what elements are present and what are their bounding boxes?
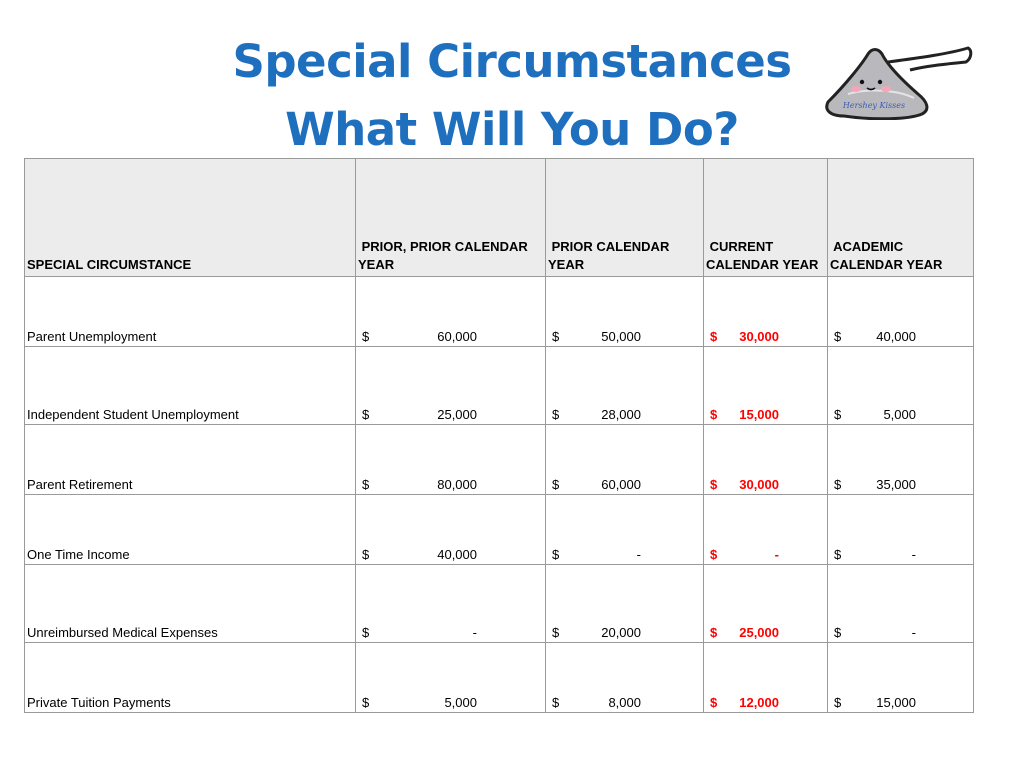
row-label: Private Tuition Payments <box>25 643 356 713</box>
table-row <box>25 643 974 713</box>
value-cell: $ - <box>828 565 974 643</box>
value-cell: $ - <box>356 565 546 643</box>
table-row <box>25 347 974 425</box>
header-special-circumstance: SPECIAL CIRCUMSTANCE <box>25 159 356 277</box>
value-cell: $ 50,000 <box>546 277 704 347</box>
logo-lettering: Hershey Kisses <box>842 101 906 110</box>
value-cell: $ 40,000 <box>828 277 974 347</box>
value-cell-current: $ - <box>704 495 828 565</box>
table-row <box>25 565 974 643</box>
value-cell: $ - <box>828 495 974 565</box>
value-cell-current: $ 30,000 <box>704 277 828 347</box>
row-label: Parent Retirement <box>25 425 356 495</box>
value-cell: $ 25,000 <box>356 347 546 425</box>
value-cell: $ 5,000 <box>356 643 546 713</box>
header-current-year: CURRENT CALENDAR YEAR <box>704 159 828 277</box>
value-cell-current: $ 15,000 <box>704 347 828 425</box>
table-row <box>25 425 974 495</box>
table-row <box>25 277 974 347</box>
row-label: Unreimbursed Medical Expenses <box>25 565 356 643</box>
value-cell: $ 8,000 <box>546 643 704 713</box>
value-cell: $ 40,000 <box>356 495 546 565</box>
value-cell-current: $ 25,000 <box>704 565 828 643</box>
value-cell: $ 20,000 <box>546 565 704 643</box>
value-cell-current: $ 12,000 <box>704 643 828 713</box>
value-cell: $ 28,000 <box>546 347 704 425</box>
row-label: Parent Unemployment <box>25 277 356 347</box>
value-cell: $ 15,000 <box>828 643 974 713</box>
special-circumstances-table <box>24 158 974 713</box>
value-cell-current: $ 30,000 <box>704 425 828 495</box>
header-prior-year: PRIOR CALENDAR YEAR <box>546 159 704 277</box>
title-line-2: What Will You Do? <box>285 103 739 156</box>
value-cell: $ 60,000 <box>546 425 704 495</box>
value-cell: $ 35,000 <box>828 425 974 495</box>
row-label: One Time Income <box>25 495 356 565</box>
value-cell: $ 60,000 <box>356 277 546 347</box>
value-cell: $ 80,000 <box>356 425 546 495</box>
header-prior-prior-year: PRIOR, PRIOR CALENDAR YEAR <box>356 159 546 277</box>
header-academic-year: ACADEMIC CALENDAR YEAR <box>828 159 974 277</box>
row-label: Independent Student Unemployment <box>25 347 356 425</box>
table-row <box>25 495 974 565</box>
value-cell: $ 5,000 <box>828 347 974 425</box>
title-line-1: Special Circumstances <box>232 35 792 88</box>
hershey-kiss-logo <box>818 40 978 120</box>
value-cell: $ - <box>546 495 704 565</box>
table-header-row <box>25 159 974 277</box>
